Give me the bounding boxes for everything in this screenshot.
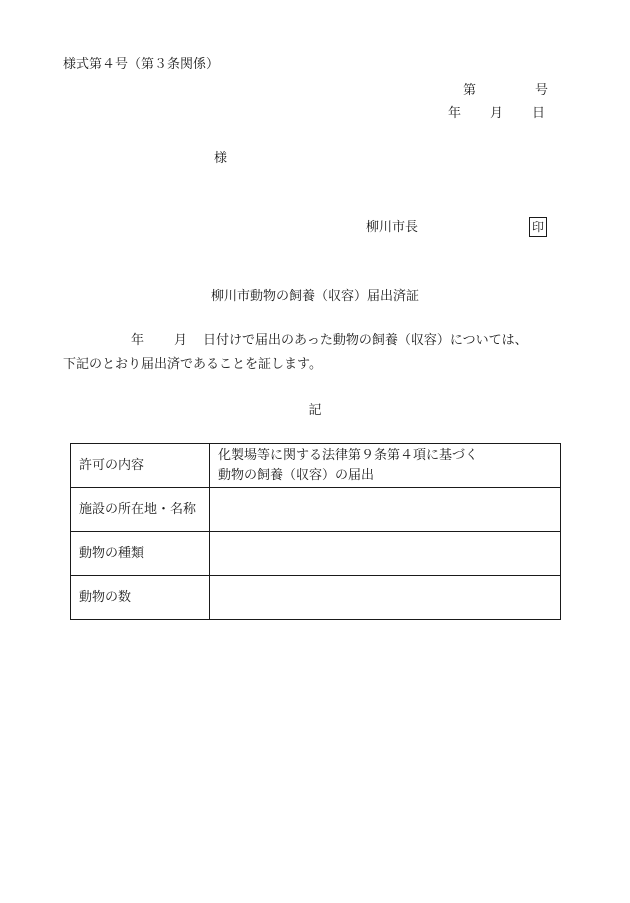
- table-row: [71, 576, 561, 620]
- row-value-line: 動物の飼養（収容）の届出: [218, 467, 375, 483]
- row-value: [210, 488, 561, 532]
- row-value: [210, 532, 561, 576]
- body-line2: 下記のとおり届出済であることを証します。: [63, 357, 322, 372]
- table-row: [71, 444, 561, 488]
- date-year: 年: [448, 106, 462, 121]
- date-month: 月: [490, 106, 504, 121]
- issuer-name: 柳川市長: [366, 220, 419, 235]
- row-value: [210, 444, 561, 488]
- doc-number-suffix: 号: [535, 83, 549, 98]
- row-value-line: 化製場等に関する法律第９条第４項に基づく: [218, 447, 479, 463]
- ki-heading: 記: [308, 403, 322, 418]
- doc-number-prefix: 第: [463, 83, 477, 98]
- body-line1: [63, 334, 583, 350]
- body-month: 月: [174, 333, 188, 348]
- seal-text: 印: [531, 220, 544, 234]
- row-label: 動物の種類: [71, 532, 210, 576]
- info-table: [70, 443, 561, 620]
- form-number: 様式第４号（第３条関係）: [63, 57, 220, 72]
- body-line1-text: 日付けで届出のあった動物の飼養（収容）については、: [203, 333, 528, 348]
- recipient-honorific: 様: [214, 151, 228, 166]
- seal-box: [529, 217, 547, 237]
- page-title: 柳川市動物の飼養（収容）届出済証: [210, 289, 419, 304]
- table-row: [71, 488, 561, 532]
- row-value: [210, 576, 561, 620]
- row-label: 許可の内容: [71, 444, 210, 488]
- row-label: 施設の所在地・名称: [71, 488, 210, 532]
- body-year: 年: [131, 333, 145, 348]
- table-row: [71, 532, 561, 576]
- date-day: 日: [532, 106, 546, 121]
- row-label: 動物の数: [71, 576, 210, 620]
